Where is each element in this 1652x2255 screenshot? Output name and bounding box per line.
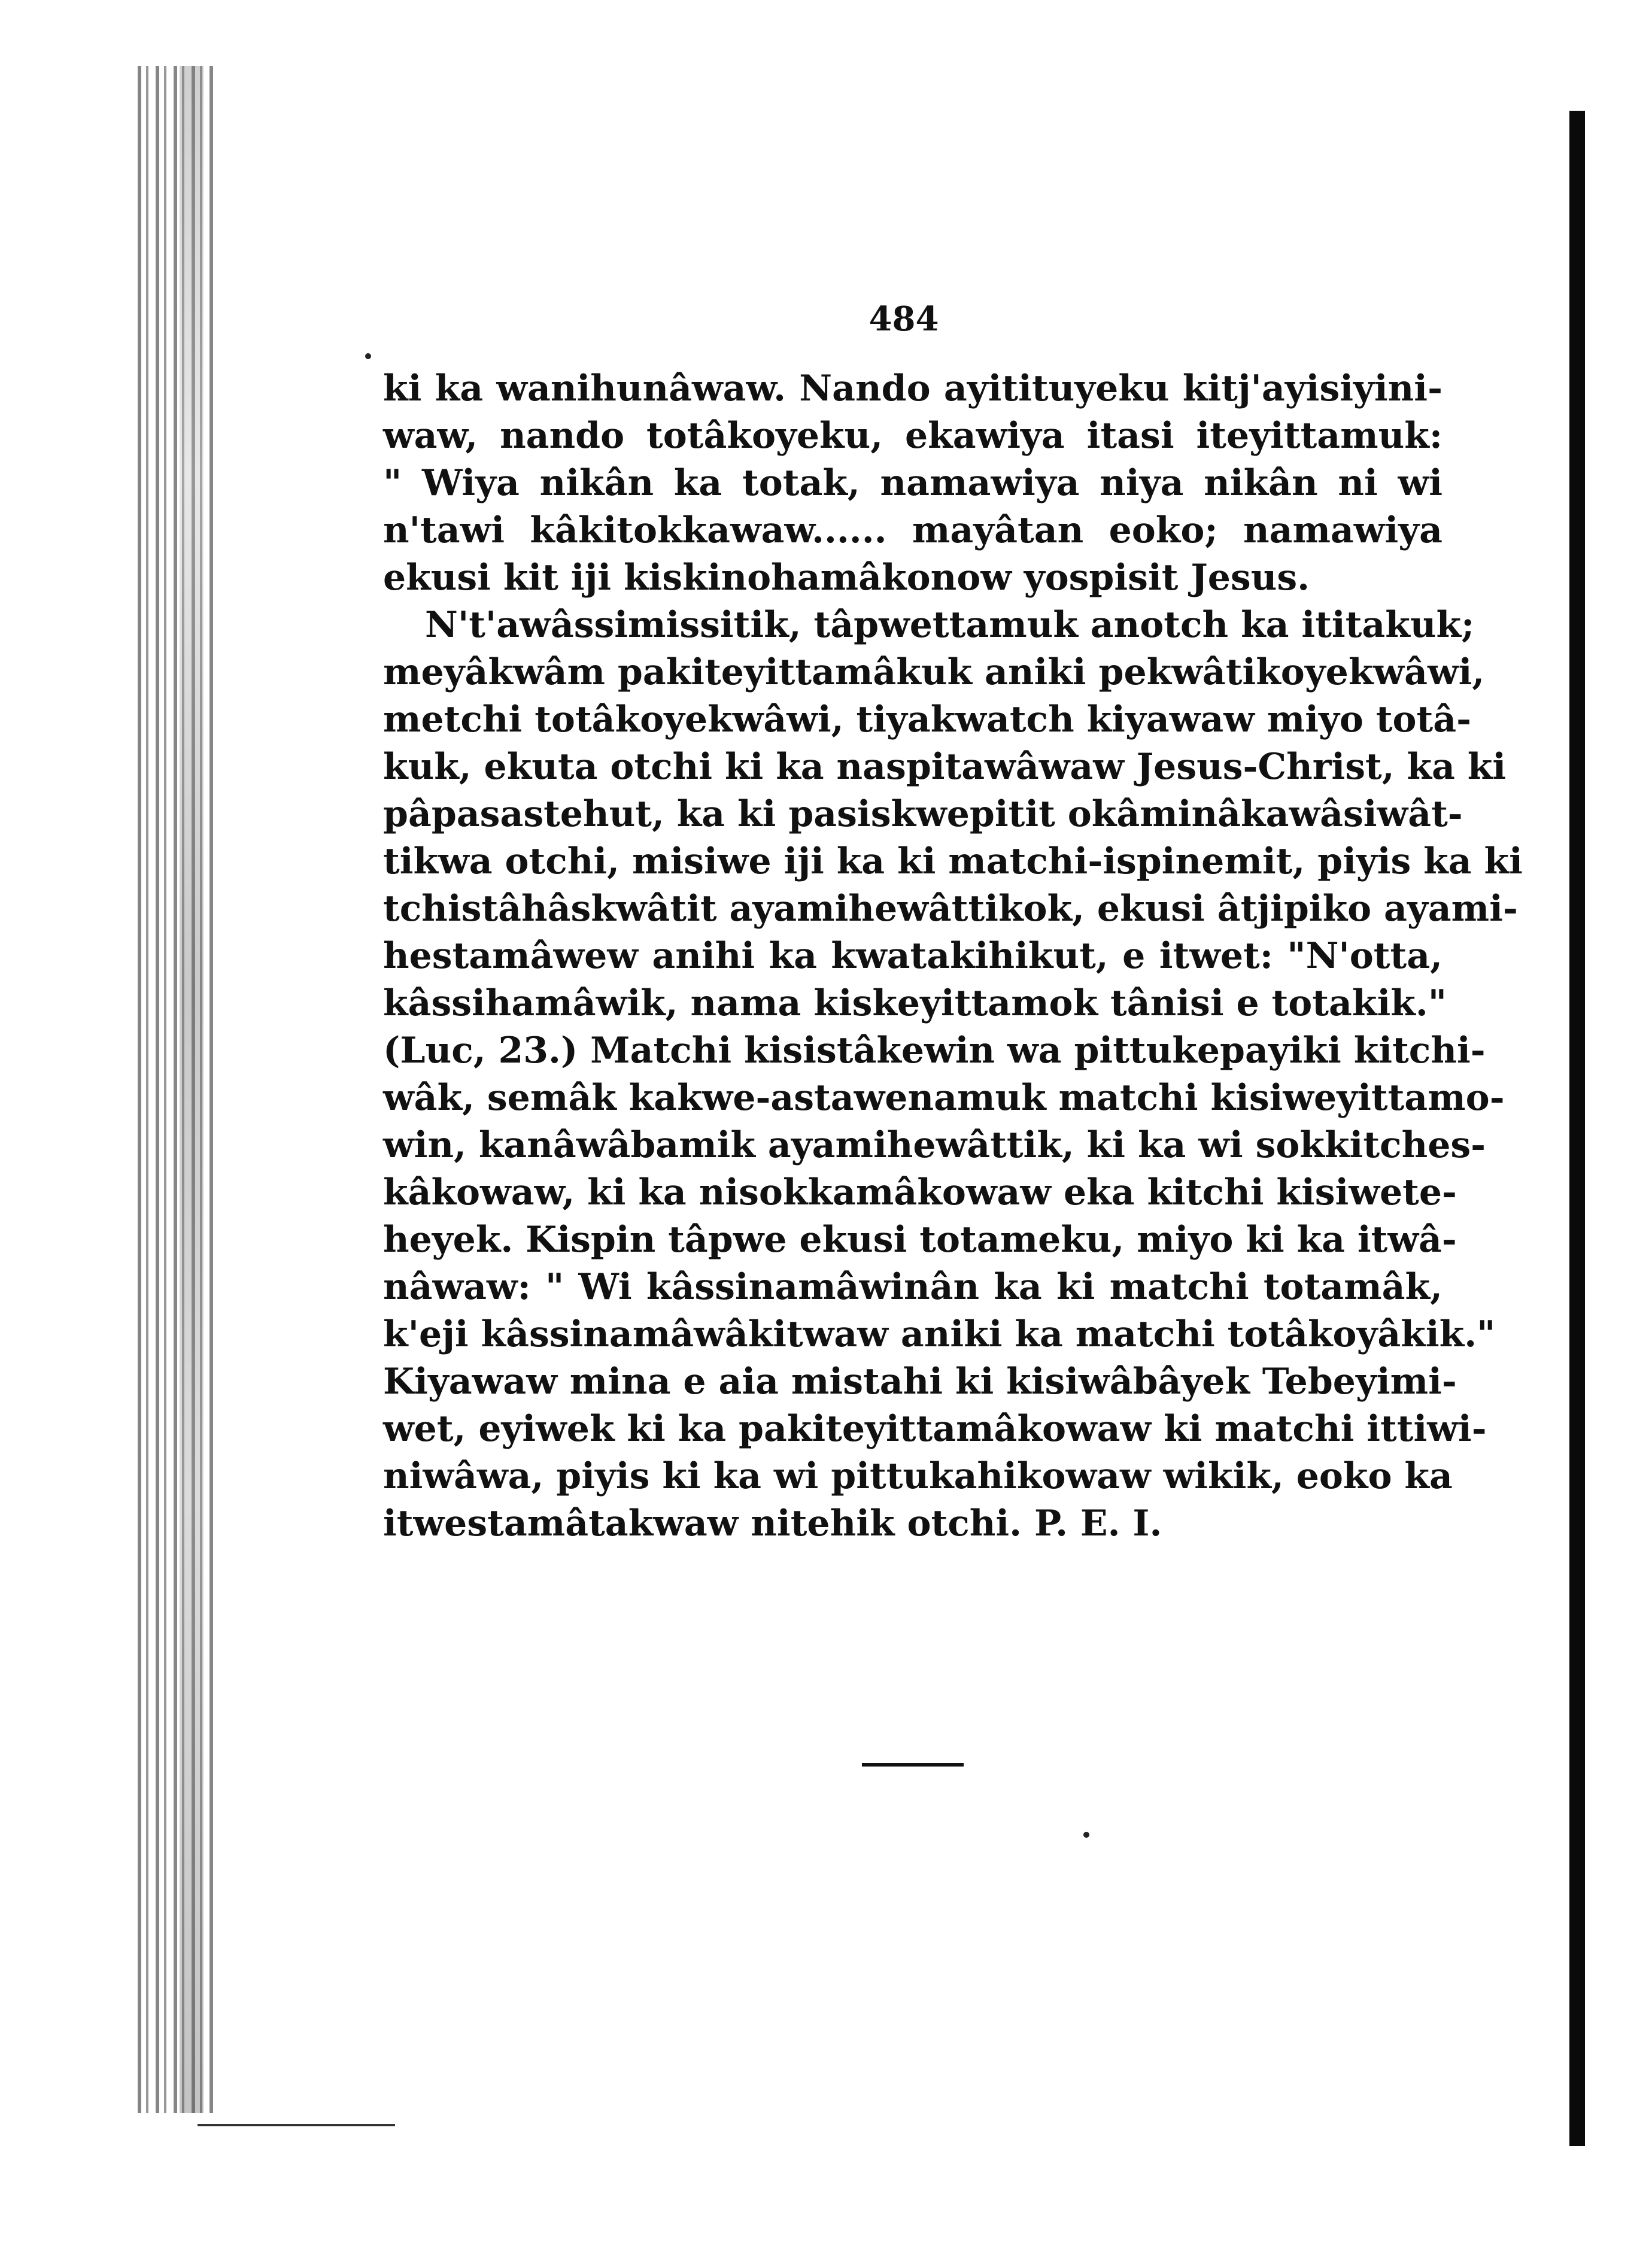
text-line: win, kanâwâbamik ayamihewâttik, ki ka wi sokkitches-	[383, 1124, 1486, 1166]
print-speck	[365, 353, 371, 359]
text-line: tikwa otchi, misiwe iji ka ki matchi-ispinemit, piyis ka ki	[383, 840, 1523, 882]
text-line: ki ka wanihunâwaw. Nando ayitituyeku kitj'ayisiyini-	[383, 368, 1443, 409]
text-line: k'eji kâssinamâwâkitwaw aniki ka matchi totâkoyâkik."	[383, 1313, 1496, 1355]
text-line: Kiyawaw mina e aia mistahi ki kisiwâbâyek Tebeyimi-	[383, 1361, 1457, 1403]
text-line: pâpasastehut, ka ki pasiskwepitit okâminâkawâsiwât-	[383, 793, 1463, 835]
page-number: 484	[868, 299, 939, 339]
text-line: kâkowaw, ki ka nisokkamâkowaw eka kitchi kisiwete-	[383, 1171, 1457, 1213]
section-separator	[862, 1763, 964, 1767]
text-line: wet, eyiwek ki ka pakiteyittamâkowaw ki matchi ittiwi-	[383, 1408, 1487, 1450]
text-line: " Wiya nikân ka totak, namawiya niya nikân ni wi	[383, 462, 1443, 504]
text-line: tchistâhâskwâtit ayamihewâttikok, ekusi âtjipiko ayami-	[383, 888, 1518, 930]
text-line: nâwaw: " Wi kâssinamâwinân ka ki matchi totamâk,	[383, 1266, 1443, 1308]
text-line: kâssihamâwik, nama kiskeyittamok tânisi e totakik."	[383, 982, 1447, 1024]
text-line: itwestamâtakwaw nitehik otchi. P. E. I.	[383, 1503, 1162, 1544]
text-line: ekusi kit iji kiskinohamâkonow yospisit Jesus.	[383, 557, 1310, 599]
text-line: hestamâwew anihi ka kwatakihikut, e itwet: "N'otta,	[383, 935, 1443, 977]
scan-right-rule	[1569, 111, 1585, 2146]
text-line: heyek. Kispin tâpwe ekusi totameku, miyo ki ka itwâ-	[383, 1219, 1457, 1261]
text-line: niwâwa, piyis ki ka wi pittukahikowaw wikik, eoko ka	[383, 1455, 1453, 1497]
body-text	[383, 365, 1523, 1547]
scan-bottom-rule	[198, 2124, 395, 2126]
scan-binding-edge	[138, 66, 215, 2113]
text-line: waw, nando totâkoyeku, ekawiya itasi iteyittamuk:	[383, 415, 1443, 457]
text-line: (Luc, 23.) Matchi kisistâkewin wa pittukepayiki kitchi-	[383, 1030, 1486, 1072]
scan-binding-shadow	[180, 66, 204, 2113]
text-line: metchi totâkoyekwâwi, tiyakwatch kiyawaw miyo totâ-	[383, 699, 1472, 740]
text-line: wâk, semâk kakwe-astawenamuk matchi kisiweyittamo-	[383, 1077, 1505, 1119]
text-line: N't'awâssimissitik, tâpwettamuk anotch ka ititakuk;	[425, 604, 1475, 646]
print-speck	[1083, 1832, 1089, 1838]
text-line: meyâkwâm pakiteyittamâkuk aniki pekwâtikoyekwâwi,	[383, 651, 1485, 693]
text-line: n'tawi kâkitokkawaw...... mayâtan eoko; namawiya	[383, 509, 1443, 551]
text-line: kuk, ekuta otchi ki ka naspitawâwaw Jesus-Christ, ka ki	[383, 746, 1507, 788]
